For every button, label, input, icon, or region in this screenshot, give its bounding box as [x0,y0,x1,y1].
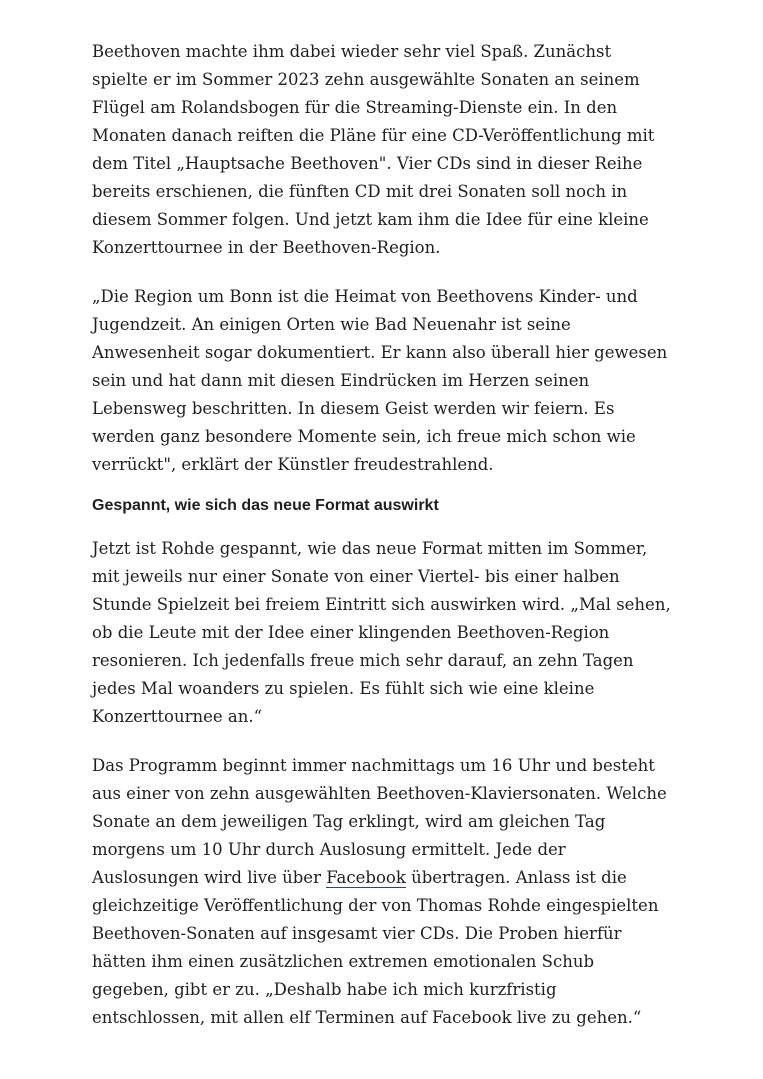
article-body [92,38,672,1053]
paragraph-4-text-after: übertragen. Anlass ist die gleichzeitige Veröffentlichung der von Thomas Rohde eingespielten Beethoven-Sonaten auf insgesamt vier CDs. Die Proben hierfür hätten ihm einen zusätzlichen extremen emotionalen Schub gegeben, gibt er zu. „Deshalb habe ich mich kurzfristig entschlossen, mit allen elf Terminen auf Facebook live zu gehen.“ [92,868,659,1027]
paragraph-3: Jetzt ist Rohde gespannt, wie das neue Format mitten im Sommer, mit jeweils nur einer Sonate von einer Viertel- bis einer halben Stunde Spielzeit bei freiem Eintritt sich auswirken wird. „Mal sehen, ob die Leute mit der Idee einer klingenden Beethoven-Region resonieren. Ich jedenfalls freue mich sehr darauf, an zehn Tagen jedes Mal woanders zu spielen. Es fühlt sich wie eine kleine Konzerttournee an.“ [92,539,671,726]
paragraph-1: Beethoven machte ihm dabei wieder sehr viel Spaß. Zunächst spielte er im Sommer 2023 zehn ausgewählte Sonaten an seinem Flügel am Rolandsbogen für die Streaming-Dienste ein. In den Monaten danach reiften die Pläne für eine CD-Veröffentlichung mit dem Titel „Hauptsache Beethoven". Vier CDs sind in dieser Reihe bereits erschienen, die fünften CD mit drei Sonaten soll noch in diesem Sommer folgen. Und jetzt kam ihm die Idee für eine kleine Konzerttournee in der Beethoven-Region. [92,42,655,257]
paragraph-4 [92,752,672,1032]
section-subheading: Gespannt, wie sich das neue Format auswirkt [92,497,439,514]
facebook-link[interactable]: Facebook [326,868,406,887]
paragraph-4-text-before: Das Programm beginnt immer nachmittags um 16 Uhr und besteht aus einer von zehn ausgewählten Beethoven-Klaviersonaten. Welche Sonate an dem jeweiligen Tag erklingt, wird am gleichen Tag morgens um 10 Uhr durch Auslosung ermittelt. Jede der Auslosungen wird live über [92,756,667,887]
paragraph-2-quote: „Die Region um Bonn ist die Heimat von Beethovens Kinder- und Jugendzeit. An einigen Orten wie Bad Neuenahr ist seine Anwesenheit sogar dokumentiert. Er kann also überall hier gewesen sein und hat dann mit diesen Eindrücken im Herzen seinen Lebensweg beschritten. In diesem Geist werden wir feiern. Es werden ganz besondere Momente sein, ich freue mich schon wie verrückt", erklärt der Künstler freudestrahlend. [92,287,668,474]
